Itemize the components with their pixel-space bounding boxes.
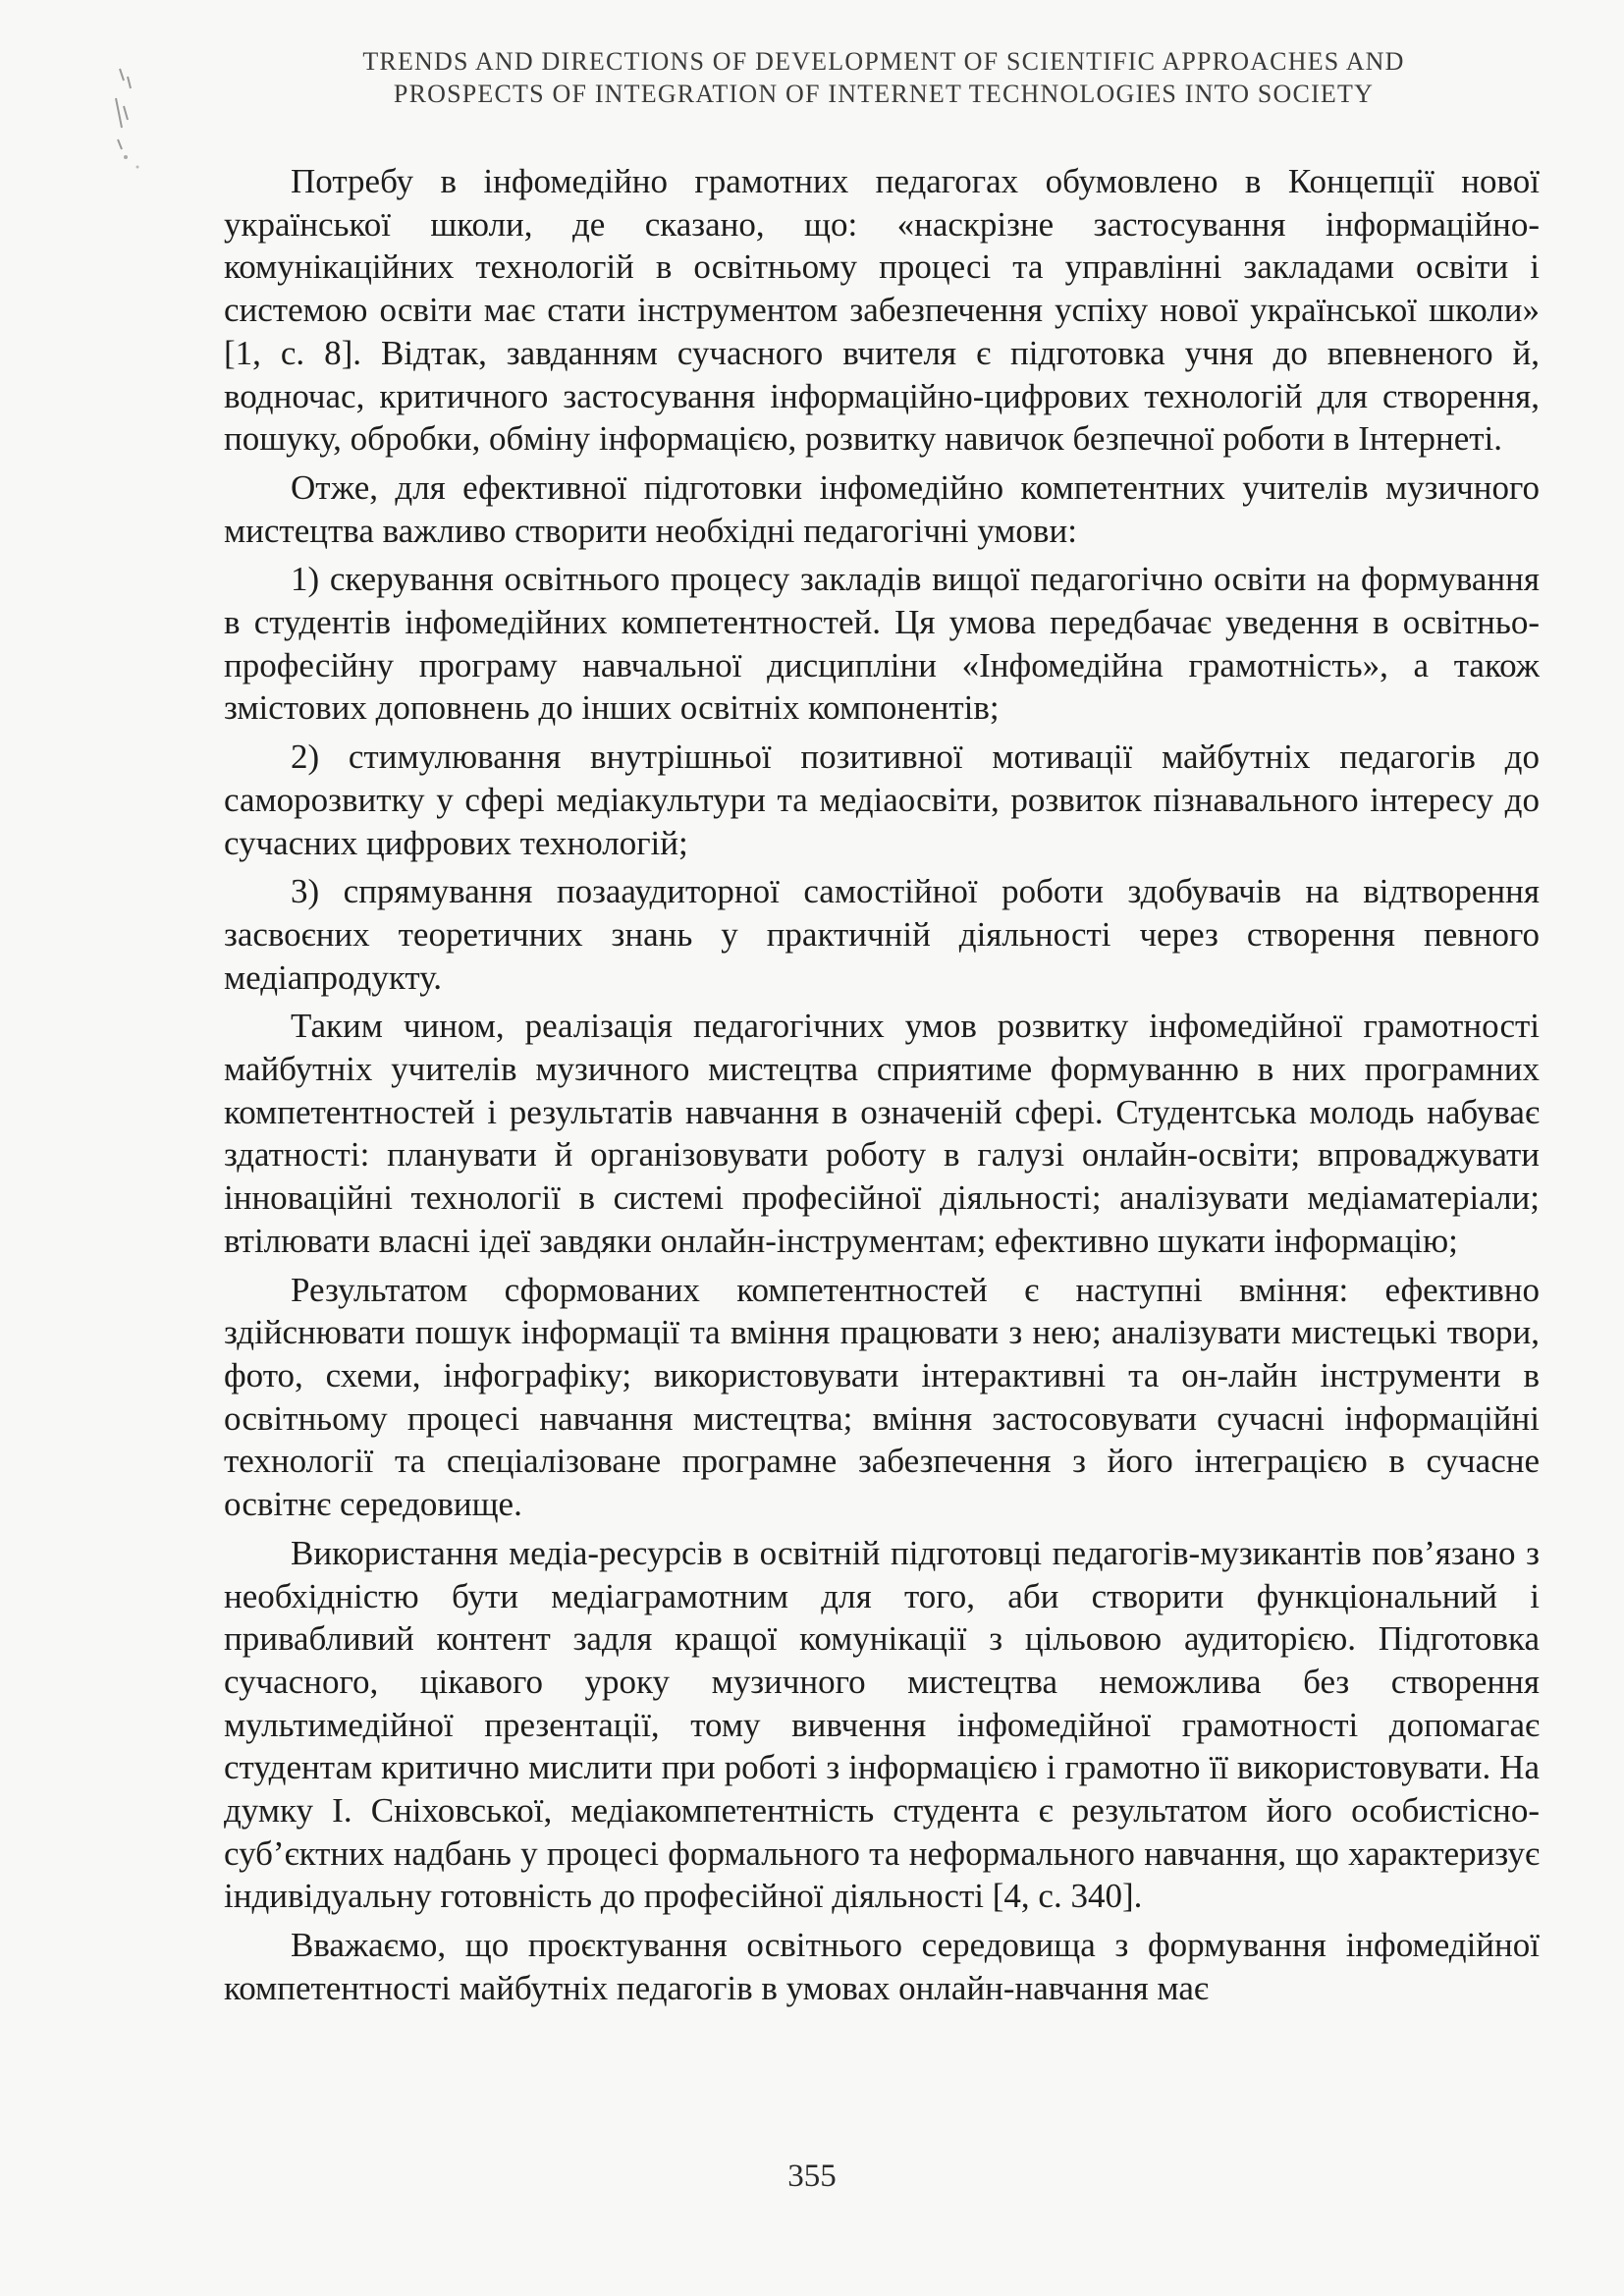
running-header-line-2: PROSPECTS OF INTEGRATION OF INTERNET TECHNOLOGIES INTO SOCIETY: [393, 80, 1375, 108]
running-header: [196, 45, 1571, 110]
paragraph: Вважаємо, що проєктування освітнього середовища з формування інфомедійної компетентності майбутніх педагогів в умовах онлайн-навчання має: [224, 1926, 1540, 2007]
paragraph: 1) скерування освітнього процесу закладів вищої педагогічно освіти на формування в студентів інфомедійних компетентностей. Ця умова передбачає уведення в освітньо-професійну програму навчальної дисципліни «Інфомедійна грамотність», а також змістових доповнень до інших освітніх компонентів;: [224, 560, 1540, 728]
paragraph: Результатом сформованих компетентностей є наступні вміння: ефективно здійснювати пошук інформації та вміння працювати з нею; аналізувати мистецькі твори, фото, схеми, інфографіку; використовувати інтерактивні та он-лайн інструменти в освітньому процесі навчання мистецтва; вміння застосовувати сучасні інформаційні технології та спеціалізоване програмне забезпечення з його інтеграцією в сучасне освітнє середовище.: [224, 1270, 1540, 1524]
paragraph: 2) стимулювання внутрішньої позитивної мотивації майбутніх педагогів до саморозвитку у сфері медіакультури та медіаосвіти, розвиток пізнавального інтересу до сучасних цифрових технологій;: [224, 738, 1540, 862]
body-text: [224, 160, 1540, 2016]
binding-mark-icon: [98, 59, 177, 177]
paragraph: Отже, для ефективної підготовки інфомедійно компетентних учителів музичного мистецтва важливо створити необхідні педагогічні умови:: [224, 467, 1540, 550]
page-number: 355: [787, 2159, 837, 2194]
paragraph: Потребу в інфомедійно грамотних педагогах обумовлено в Концепції нової української школи, де сказано, що: «наскрізне застосування інформаційно-комунікаційних технологій в освітньому процесі та управлінні закладами освіти і системою освіти має стати інструментом забезпечення успіху нової української школи» [1, с. 8]. Відтак, завданням сучасного вчителя є підготовка учня до впевненого й, водночас, критичного застосування інформаційно-цифрових технологій для створення, пошуку, обробки, обміну інформацією, розвитку навичок безпечної роботи в Інтернеті.: [224, 162, 1540, 459]
paragraph: Таким чином, реалізація педагогічних умов розвитку інфомедійної грамотності майбутніх учителів музичного мистецтва сприятиме формуванню в них програмних компетентностей і результатів навчання в означеній сфері. Студентська молодь набуває здатності: планувати й організовувати роботу в галузі онлайн-освіти; впроваджувати інноваційні технології в системі професійної діяльності; аналізувати медіаматеріали; втілювати власні ідеї завдяки онлайн-інструментам; ефективно шукати інформацію;: [224, 1007, 1540, 1260]
paragraph: Використання медіа-ресурсів в освітній підготовці педагогів-музикантів пов’язано з необхідністю бути медіаграмотним для того, аби створити функціональний і привабливий контент задля кращої комунікації з цільовою аудиторією. Підготовка сучасного, цікавого уроку музичного мистецтва неможлива без створення мультимедійної презентації, тому вивчення інфомедійної грамотності допомагає студентам критично мислити при роботі з інформацією і грамотно її використовувати. На думку І. Сніховської, медіакомпетентність студента є результатом його особистісно-суб’єктних надбань у процесі формального та неформального навчання, що характеризує індивідуальну готовність до професійної діяльності [4, с. 340].: [224, 1533, 1540, 1916]
paragraph: 3) спрямування позааудиторної самостійної роботи здобувачів на відтворення засвоєних теоретичних знань у практичній діяльності через створення певного медіапродукту.: [224, 872, 1540, 997]
running-header-line-1: TRENDS AND DIRECTIONS OF DEVELOPMENT OF SCIENTIFIC APPROACHES AND: [362, 47, 1405, 76]
